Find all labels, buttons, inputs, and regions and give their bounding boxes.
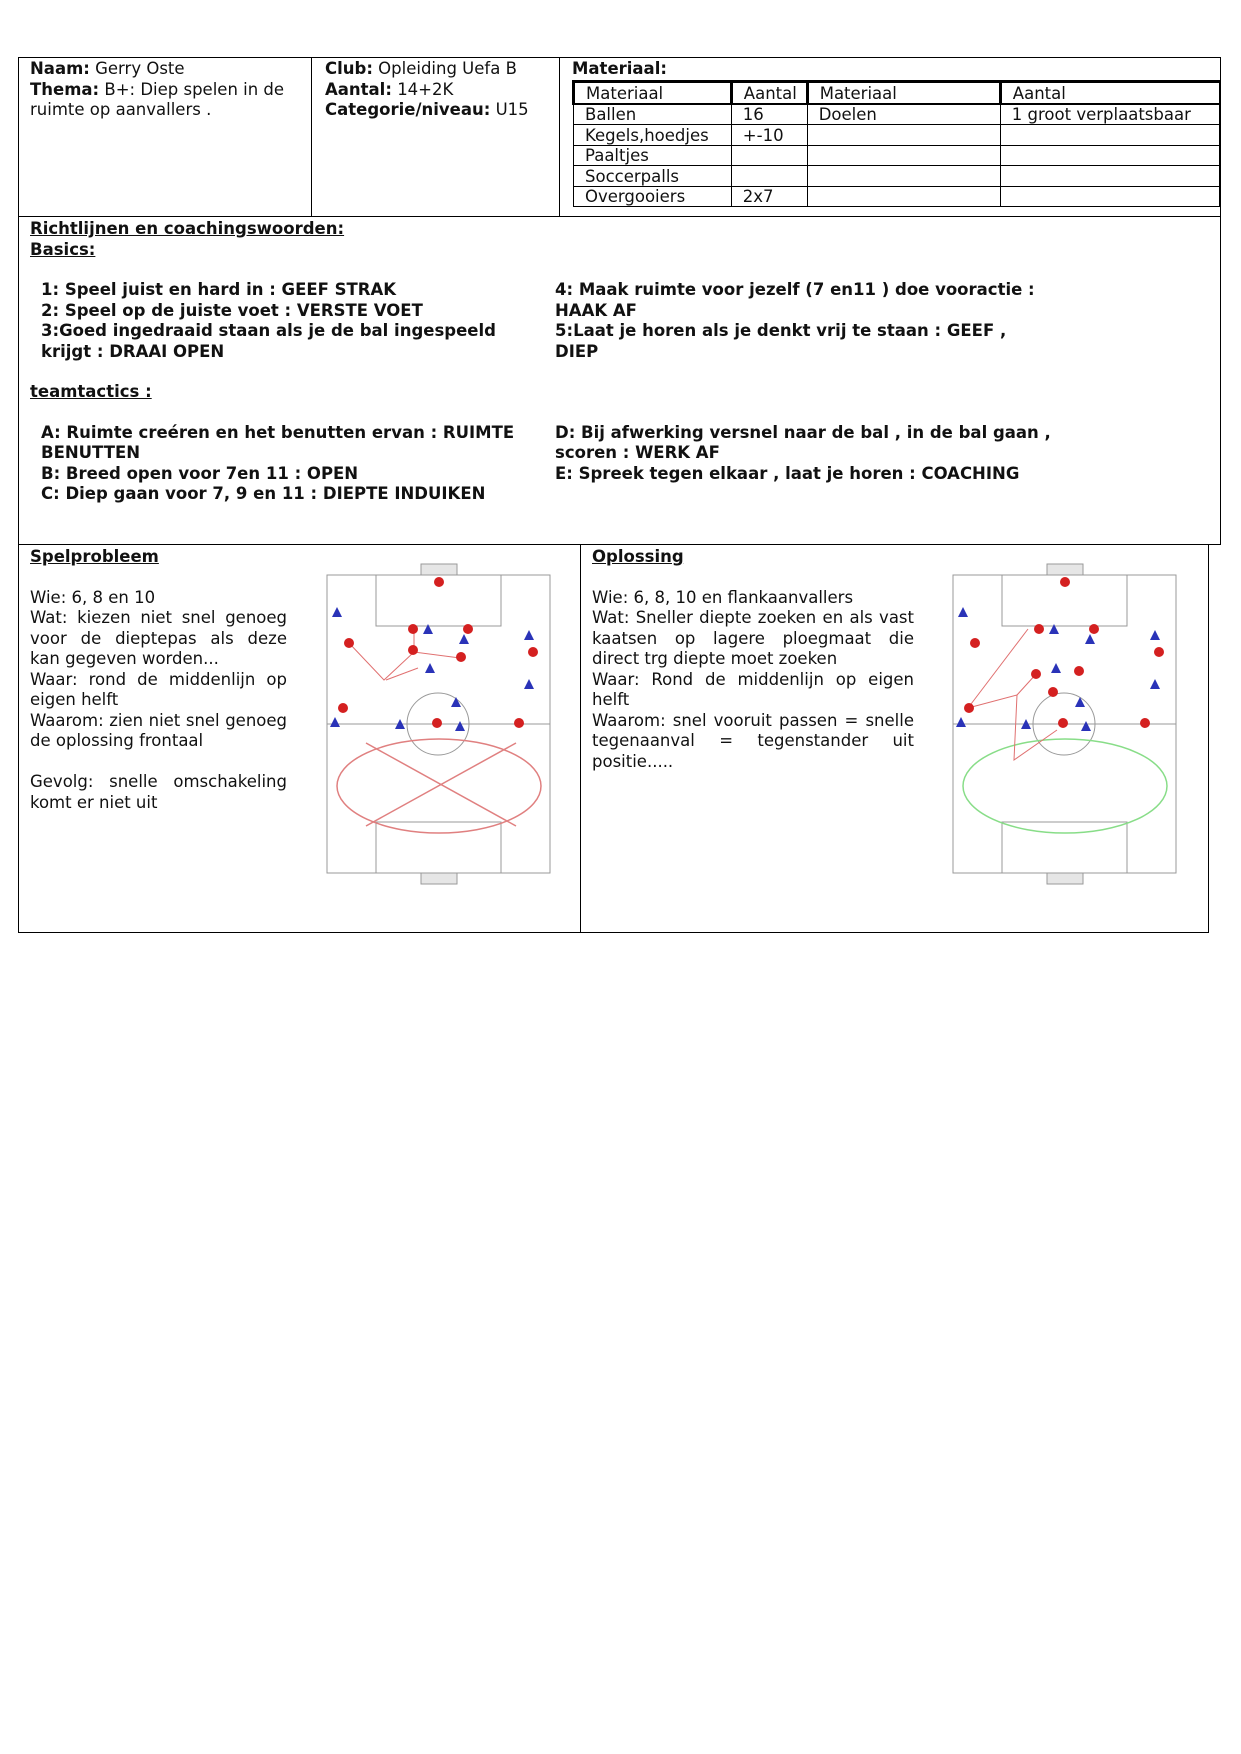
categorie-value: U15: [495, 100, 529, 119]
tactics-line: D: Bij afwerking versnel naar de bal , in de bal gaan ,: [555, 422, 1051, 442]
table-cell: [807, 166, 1000, 187]
table-cell: Kegels,hoedjes: [574, 125, 732, 146]
divider: [311, 57, 312, 217]
column-header: Aantal: [1000, 82, 1219, 104]
spelprobleem-waar: Waar: rond de middenlijn op eigen helft: [30, 669, 287, 709]
table-header-row: [574, 82, 1220, 104]
blue-player: [1150, 679, 1160, 689]
club-value: Opleiding Uefa B: [378, 59, 517, 78]
table-cell: Doelen: [807, 104, 1000, 125]
table-cell: Paaltjes: [574, 145, 732, 166]
table-row: [574, 125, 1220, 146]
aantal-value: 14+2K: [397, 79, 454, 99]
table-cell: [731, 166, 807, 187]
red-player: [456, 652, 466, 662]
thema-row: [30, 80, 284, 101]
oplossing-pitch-diagram: [952, 560, 1182, 890]
table-cell: [1000, 186, 1219, 207]
red-player: [514, 718, 524, 728]
blue-player: [958, 607, 968, 617]
blue-player: [1051, 663, 1061, 673]
red-player: [1031, 669, 1041, 679]
red-player: [1034, 624, 1044, 634]
blue-player: [524, 679, 534, 689]
blue-player: [1081, 721, 1091, 731]
table-cell: 16: [731, 104, 807, 125]
pass-line: [968, 673, 1037, 708]
table-cell: [807, 186, 1000, 207]
naam-row: [30, 59, 185, 80]
categorie-label: Categorie/niveau:: [325, 100, 491, 119]
tactics-line: BENUTTEN: [41, 443, 141, 462]
penalty-box-bottom: [1002, 822, 1127, 873]
table-cell: [1000, 145, 1219, 166]
blue-player: [455, 721, 465, 731]
red-player: [408, 624, 418, 634]
blue-player: [332, 607, 342, 617]
richtlijnen-title: Richtlijnen en coachingswoorden:: [30, 219, 345, 238]
blue-player: [459, 634, 469, 644]
goal-bottom: [1047, 873, 1083, 884]
oplossing-waarom: Waarom: snel vooruit passen = snelle tegenaanval = tegenstander uit positie.....: [592, 710, 914, 771]
goal-bottom: [421, 873, 457, 884]
red-team-players: [338, 577, 538, 728]
spelprobleem-waarom: Waarom: zien niet snel genoeg de oplossing frontaal: [30, 710, 287, 750]
red-player: [338, 703, 348, 713]
club-row: [325, 59, 517, 80]
table-cell: +-10: [731, 125, 807, 146]
divider: [559, 57, 560, 217]
red-player: [528, 647, 538, 657]
club-label: Club:: [325, 59, 373, 78]
table-row: [574, 166, 1220, 187]
basics-line: krijgt : DRAAI OPEN: [41, 341, 225, 361]
blue-player: [524, 630, 534, 640]
red-player: [344, 638, 354, 648]
red-player: [1154, 647, 1164, 657]
table-cell: Ballen: [574, 104, 732, 125]
column-header: Materiaal: [807, 82, 1000, 104]
pass-line: [349, 643, 460, 680]
basics-line: 5:Laat je horen als je denkt vrij te staan : GEEF ,: [555, 321, 1007, 340]
goal-top: [421, 564, 457, 575]
blue-player: [1150, 630, 1160, 640]
goal-top: [1047, 564, 1083, 575]
table-cell: [731, 145, 807, 166]
tactics-line: scoren : WERK AF: [555, 443, 720, 462]
blue-player: [330, 717, 340, 727]
basics-title: Basics:: [30, 239, 96, 259]
teamtactics-title: teamtactics :: [30, 382, 152, 401]
blue-player: [1085, 634, 1095, 644]
pass-line: [1014, 695, 1057, 760]
red-player: [463, 624, 473, 634]
table-cell: [1000, 125, 1219, 146]
column-header: Aantal: [731, 82, 807, 104]
oplossing-wie: Wie: 6, 8, 10 en flankaanvallers: [592, 587, 854, 607]
red-team-players: [964, 577, 1164, 728]
spelprobleem-gevolg: Gevolg: snelle omschakeling komt er niet uit: [30, 772, 287, 812]
tactics-line: E: Spreek tegen elkaar , laat je horen : COACHING: [555, 463, 1020, 483]
blue-player: [425, 663, 435, 673]
red-player: [408, 645, 418, 655]
basics-line: 2: Speel op de juiste voet : VERSTE VOET: [41, 300, 423, 320]
oplossing-waar: Waar: Rond de middenlijn op eigen helft: [592, 669, 914, 709]
blue-player: [956, 717, 966, 727]
table-row: [574, 145, 1220, 166]
basics-line: DIEP: [555, 341, 599, 361]
basics-line: HAAK AF: [555, 300, 637, 320]
categorie-row: [325, 100, 529, 121]
thema-value: B+: Diep spelen in de: [104, 79, 285, 99]
naam-label: Naam:: [30, 59, 90, 78]
red-player: [1048, 687, 1058, 697]
thema-label: Thema:: [30, 79, 100, 99]
penalty-box-bottom: [376, 822, 501, 873]
table-cell: 2x7: [731, 186, 807, 207]
materiaal-title: Materiaal:: [572, 59, 667, 78]
naam-value: Gerry Oste: [95, 59, 185, 78]
spelprobleem-wat: Wat: kiezen niet snel genoeg voor de dieptepas als deze kan gegeven worden...: [30, 608, 287, 668]
tactics-line: C: Diep gaan voor 7, 9 en 11 : DIEPTE INDUIKEN: [41, 484, 486, 503]
red-player: [970, 638, 980, 648]
thema-line2: ruimte op aanvallers .: [30, 100, 212, 119]
table-cell: Soccerpalls: [574, 166, 732, 187]
materiaal-table: [572, 80, 1220, 207]
tactics-line: A: Ruimte creéren en het benutten ervan : RUIMTE: [41, 422, 515, 442]
table-row: [574, 104, 1220, 125]
basics-line: 3:Goed ingedraaid staan als je de bal ingespeeld: [41, 321, 496, 340]
table-cell: Overgooiers: [574, 186, 732, 207]
aantal-label: Aantal:: [325, 79, 392, 99]
spelprobleem-pitch-diagram: [326, 560, 556, 890]
spelprobleem-wie: Wie: 6, 8 en 10: [30, 587, 156, 607]
oplossing-wat: Wat: Sneller diepte zoeken en als vast kaatsen op lagere ploegmaat die direct trg diepte moet zoeken: [592, 608, 914, 668]
table-cell: 1 groot verplaatsbaar: [1000, 104, 1219, 125]
red-player: [1074, 666, 1084, 676]
table-cell: [807, 125, 1000, 146]
column-header: Materiaal: [574, 82, 732, 104]
table-cell: [807, 145, 1000, 166]
red-player: [1140, 718, 1150, 728]
zone-ellipse: [963, 739, 1167, 833]
blue-player: [1075, 697, 1085, 707]
table-row: [574, 186, 1220, 207]
tactics-line: B: Breed open voor 7en 11 : OPEN: [41, 463, 359, 483]
table-cell: [1000, 166, 1219, 187]
red-player: [1089, 624, 1099, 634]
aantal-row: [325, 80, 453, 101]
spelprobleem-title: Spelprobleem: [30, 547, 159, 566]
red-player: [434, 577, 444, 587]
basics-line: 1: Speel juist en hard in : GEEF STRAK: [41, 280, 397, 299]
oplossing-title: Oplossing: [592, 547, 684, 566]
red-player: [964, 703, 974, 713]
red-player: [432, 718, 442, 728]
red-player: [1060, 577, 1070, 587]
basics-line: 4: Maak ruimte voor jezelf (7 en11 ) doe vooractie :: [555, 280, 1035, 299]
red-player: [1058, 718, 1068, 728]
